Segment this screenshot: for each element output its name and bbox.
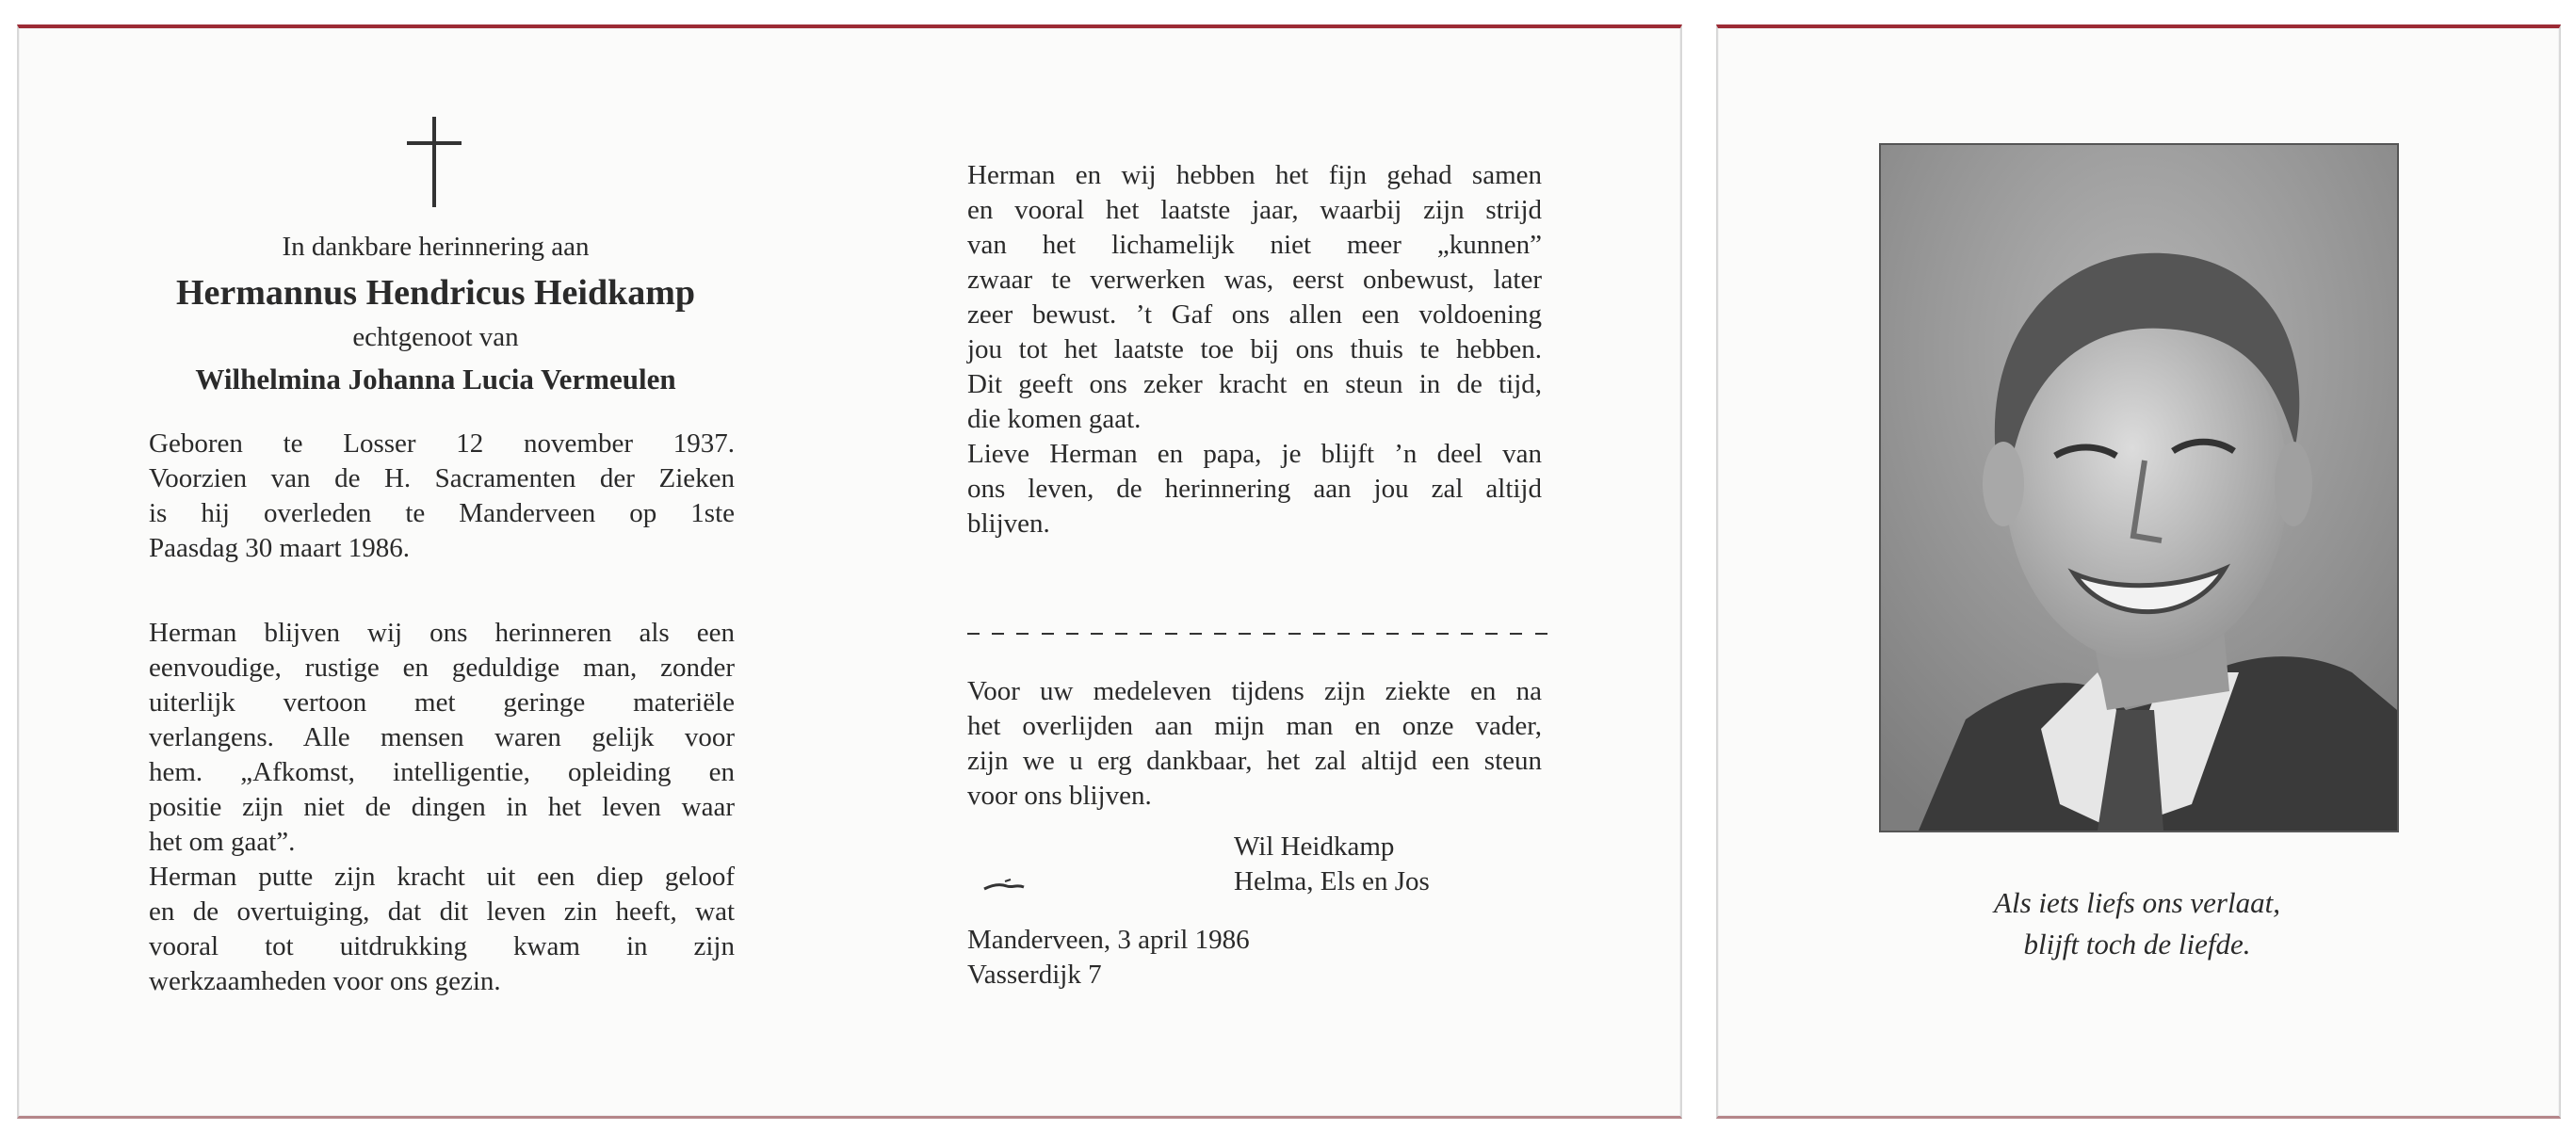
cross-icon	[407, 117, 462, 207]
signatory-line: Helma, Els en Jos	[1234, 866, 1430, 896]
spouse-label: echtgenoot van	[352, 322, 519, 352]
caption-line: blijft toch de liefde.	[2023, 928, 2251, 960]
thanks-line: het overlijden aan mijn man en onze vader,	[967, 711, 1542, 741]
biography-line: Paasdag 30 maart 1986.	[149, 533, 411, 563]
message-line: jou tot het laatste toe bij ons thuis te hebben.	[967, 334, 1542, 364]
thanks-line: Voor uw medeleven tijdens zijn ziekte en na	[967, 676, 1542, 706]
caption-line: Als iets liefs ons verlaat,	[1994, 886, 2280, 919]
portrait-photo-icon	[1881, 145, 2397, 831]
message-line: en vooral het laatste jaar, waarbij zijn strijd	[967, 195, 1542, 225]
thanks-line: voor ons blijven.	[967, 781, 1152, 811]
message-line: Herman en wij hebben het fijn gehad samen	[967, 160, 1542, 190]
deceased-name: Hermannus Hendricus Heidkamp	[175, 273, 696, 313]
portrait-photo	[1879, 143, 2399, 832]
message-line: zwaar te verwerken was, eerst onbewust, later	[967, 265, 1542, 295]
ink-mark-icon	[982, 876, 1029, 896]
remembrance-line: Herman putte zijn kracht uit een diep geloof	[149, 862, 735, 892]
remembrance-line: hem. „Afkomst, intelligentie, opleiding en	[149, 757, 735, 787]
remembrance-line: het om gaat”.	[149, 827, 296, 857]
remembrance-line: en de overtuiging, dat dit leven zin heeft, wat	[149, 896, 735, 927]
remembrance-line: eenvoudige, rustige en geduldige man, zonder	[149, 653, 735, 683]
address: Vasserdijk 7	[967, 960, 1102, 990]
message-line: Dit geeft ons zeker kracht en steun in de tijd,	[967, 369, 1542, 399]
message-line: Lieve Herman en papa, je blijft ’n deel van	[967, 439, 1542, 469]
thanks-line: zijn we u erg dankbaar, het zal altijd een steun	[967, 746, 1542, 776]
remembrance-line: vooral tot uitdrukking kwam in zijn	[149, 931, 735, 961]
message-line: zeer bewust. ’t Gaf ons allen een voldoening	[967, 299, 1542, 330]
message-line: die komen gaat.	[967, 404, 1142, 434]
message-line: blijven.	[967, 508, 1050, 539]
biography-line: Geboren te Losser 12 november 1937.	[149, 428, 735, 459]
message-line: van het lichamelijk niet meer „kunnen”	[967, 230, 1542, 260]
place-date: Manderveen, 3 april 1986	[967, 925, 1250, 955]
remembrance-line: werkzaamheden voor ons gezin.	[149, 966, 501, 996]
signatory-line: Wil Heidkamp	[1234, 831, 1395, 862]
biography-line: is hij overleden te Manderveen op 1ste	[149, 498, 735, 528]
spouse-name: Wilhelmina Johanna Lucia Vermeulen	[195, 363, 676, 396]
remembrance-line: positie zijn niet de dingen in het leven waar	[149, 792, 735, 822]
remembrance-line: uiterlijk vertoon met geringe materiële	[149, 687, 735, 718]
remembrance-line: Herman blijven wij ons herinneren als een	[149, 618, 735, 648]
intro-text: In dankbare herinnering aan	[282, 232, 590, 262]
dashed-divider	[967, 620, 1547, 648]
remembrance-line: verlangens. Alle mensen waren gelijk voor	[149, 722, 735, 752]
message-line: ons leven, de herinnering aan jou zal altijd	[967, 474, 1542, 504]
biography-line: Voorzien van de H. Sacramenten der Zieken	[149, 463, 735, 493]
